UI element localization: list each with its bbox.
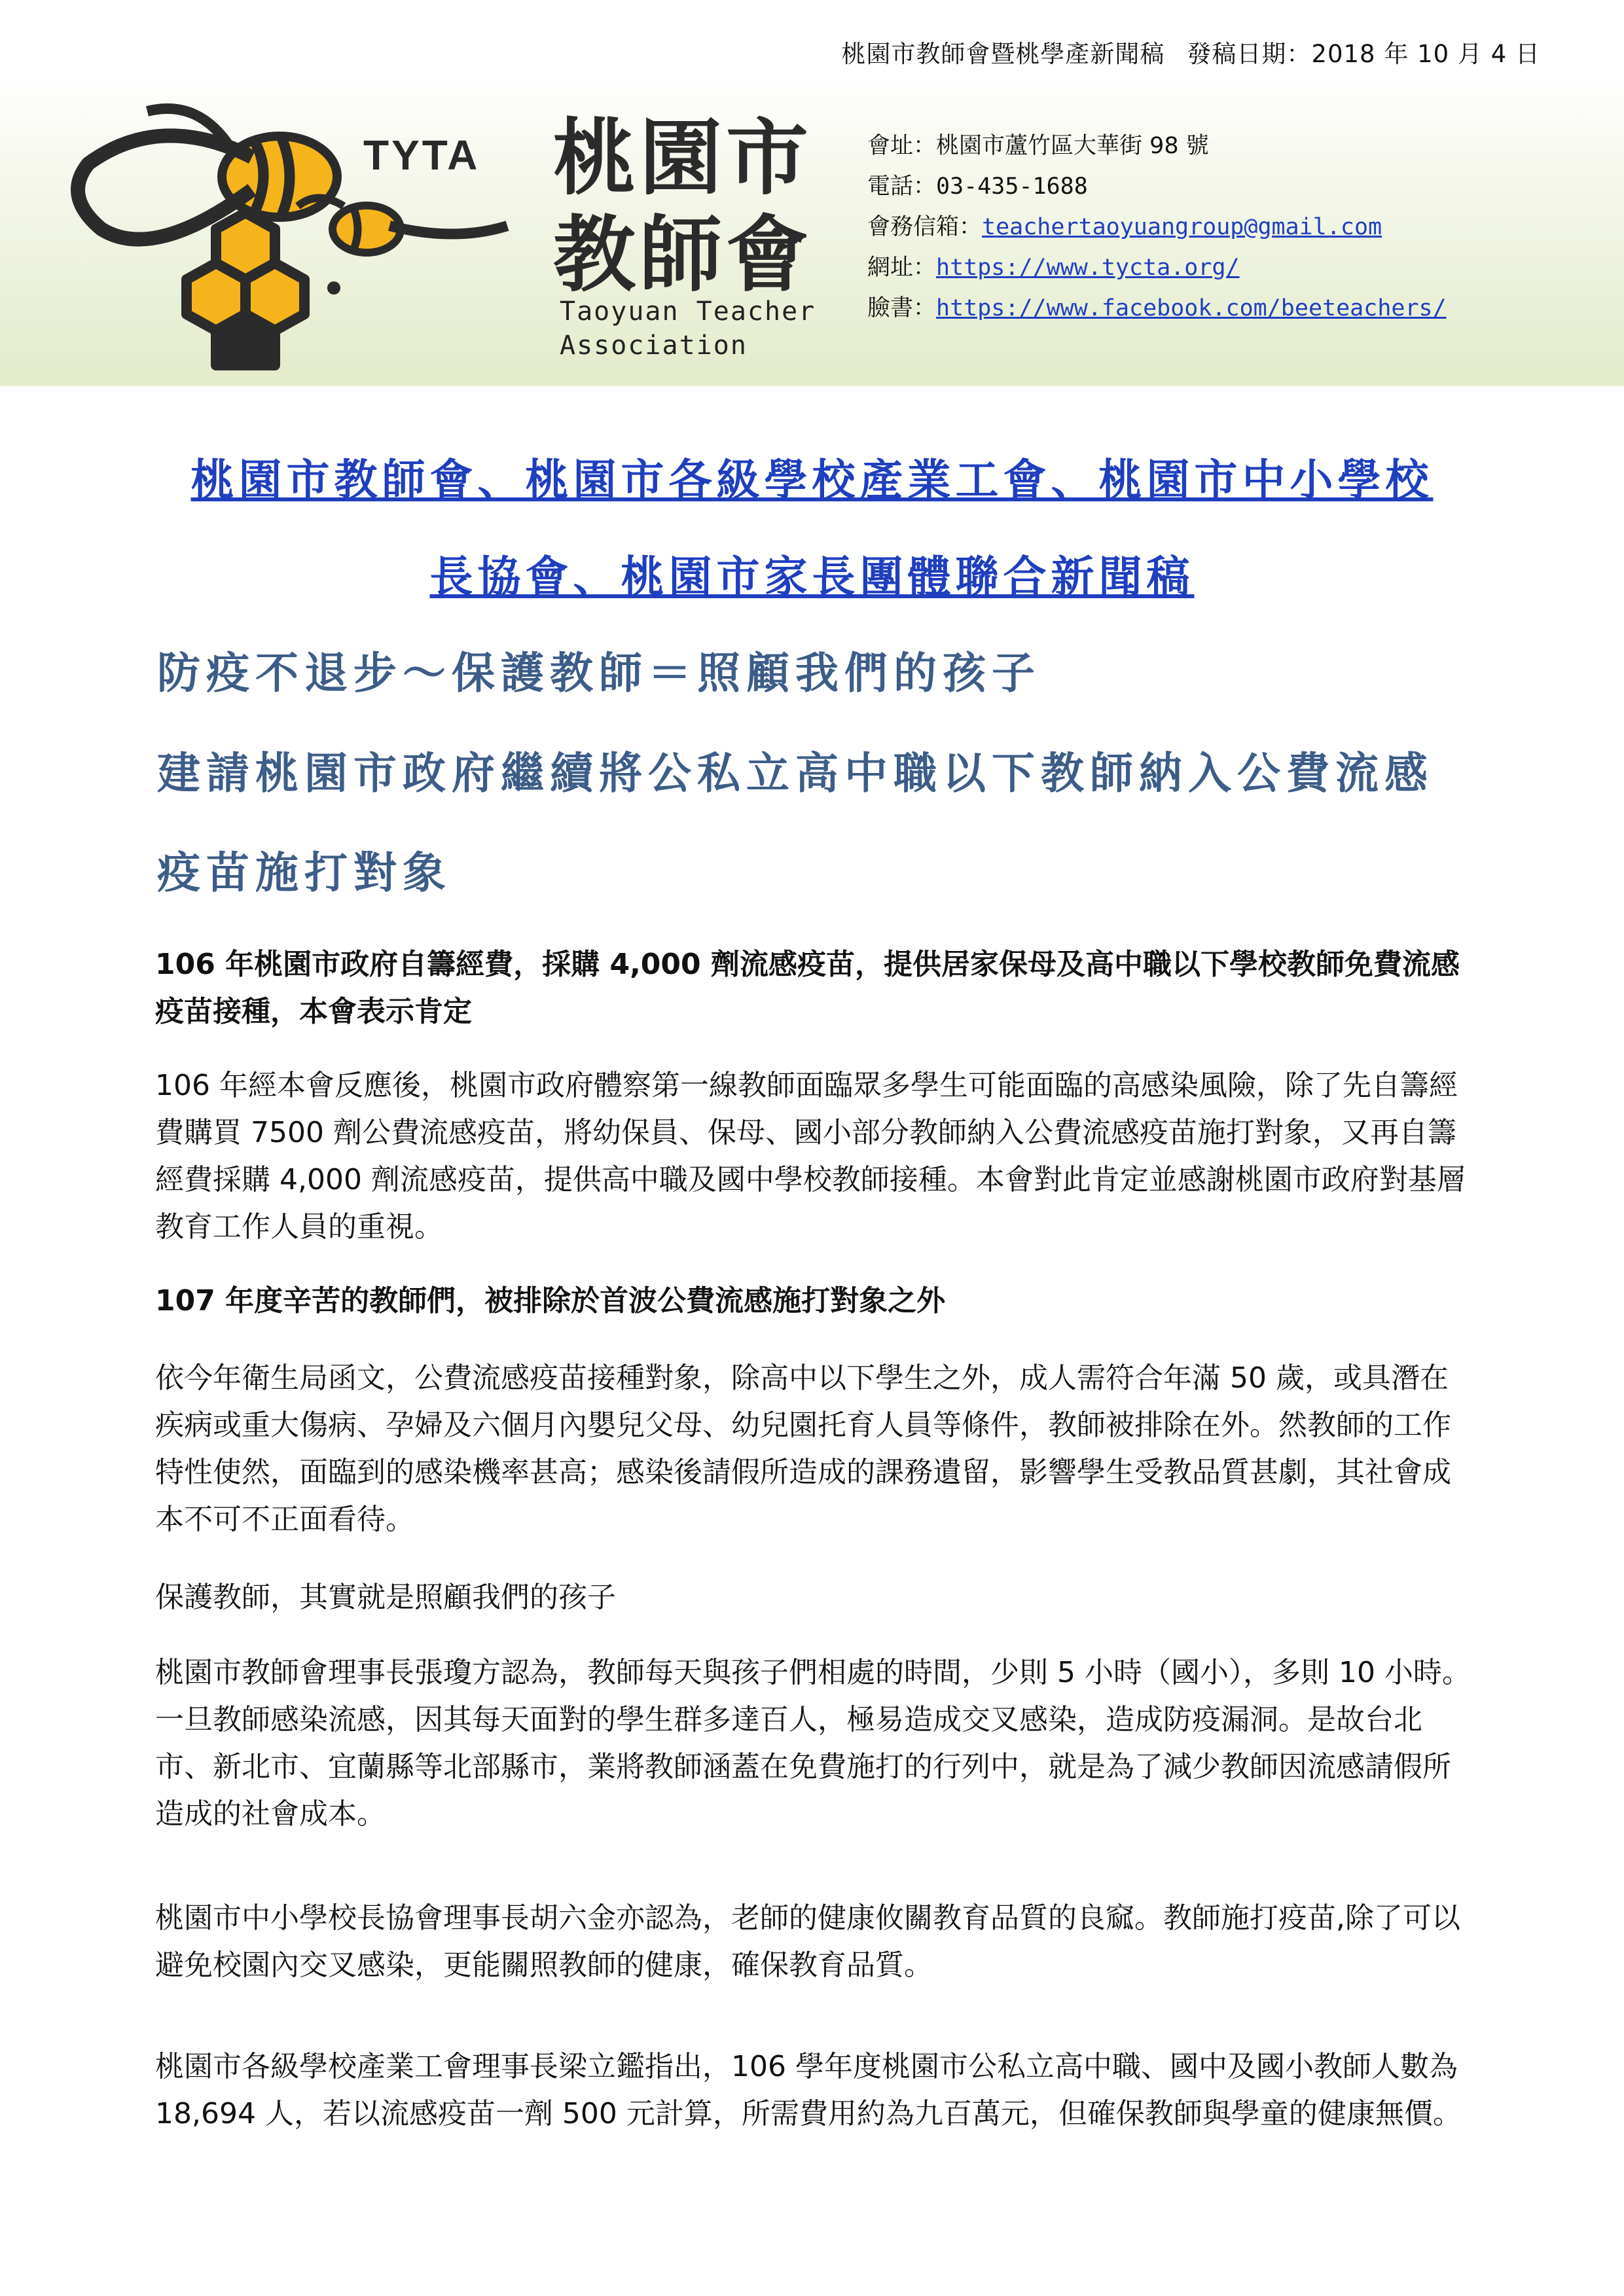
joint-release-title-line1: 桃園市教師會、桃園市各級學校產業工會、桃園市中小學校 bbox=[190, 454, 1434, 505]
section-3-heading bbox=[155, 1574, 1471, 1621]
contact-info bbox=[867, 126, 1447, 329]
address-row bbox=[867, 126, 1447, 166]
section-2-heading bbox=[155, 1278, 1471, 1325]
association-name-en-line2: Association bbox=[560, 331, 748, 361]
website-label: 網址： bbox=[867, 255, 937, 281]
section-3-paragraph-3 bbox=[155, 2043, 1471, 2138]
logo-abbr: TYTA bbox=[363, 132, 480, 179]
association-name bbox=[553, 110, 841, 304]
section-2-heading-text: 107 年度辛苦的教師們，被排除於首波公費流感施打對象之外 bbox=[155, 1284, 946, 1318]
association-name-line1: 桃園市 bbox=[553, 110, 812, 206]
section-1-body bbox=[155, 1062, 1471, 1251]
facebook-row bbox=[867, 288, 1447, 329]
website-row bbox=[867, 247, 1447, 288]
section-3-paragraph-2-text: 桃園市中小學校長協會理事長胡六金亦認為，老師的健康攸關教育品質的良窳。教師施打疫苗,除了可以避免校園內交叉感染，更能關照教師的健康，確保教育品質。 bbox=[155, 1901, 1460, 1982]
section-1-body-text: 106 年經本會反應後，桃園市政府體察第一線教師面臨眾多學生可能面臨的高感染風險，除了先自籌經費購買 7500 劑公費流感疫苗，將幼保員、保母、國小部分教師納入公費流感疫苗施打對象，又再自籌經費採購 4,000 劑流感疫苗，提供高中職及國中學校教師接種。本會對此肯定並感謝桃園市政府對基層教育工作人員的重視。 bbox=[155, 1069, 1466, 1244]
association-name-en bbox=[560, 295, 816, 363]
section-1-heading-text: 106 年桃園市政府自籌經費，採購 4,000 劑流感疫苗，提供居家保母及高中職以下學校教師免費流感疫苗接種，本會表示肯定 bbox=[155, 948, 1460, 1028]
email-link[interactable]: teachertaoyuangroup@gmail.com bbox=[982, 214, 1382, 240]
headline-line2: 建請桃園市政府繼續將公私立高中職以下教師納入公費流感 bbox=[157, 747, 1434, 798]
joint-release-title-line2: 長協會、桃園市家長團體聯合新聞稿 bbox=[429, 551, 1195, 602]
source-label: 桃園市教師會暨桃學產新聞稿 bbox=[841, 40, 1165, 68]
section-3-paragraph-1 bbox=[155, 1649, 1471, 1838]
address-label: 會址： bbox=[867, 133, 937, 159]
facebook-label: 臉書： bbox=[867, 295, 937, 321]
section-1-heading bbox=[155, 941, 1471, 1035]
section-2-body bbox=[155, 1355, 1471, 1543]
headline-line3: 疫苗施打對象 bbox=[157, 847, 452, 898]
address-value: 桃園市蘆竹區大華街 98 號 bbox=[936, 133, 1209, 159]
email-label: 會務信箱： bbox=[867, 214, 983, 240]
section-2-body-text: 依今年衛生局函文，公費流感疫苗接種對象，除高中以下學生之外，成人需符合年滿 50 歲，或具潛在疾病或重大傷病、孕婦及六個月內嬰兒父母、幼兒園托育人員等條件，教師被排除在外。然教師的工作特性使然，面臨到的感染機率甚高；感染後請假所造成的課務遺留，影響學生受教品質甚劇，其社會成本不可不正面看待。 bbox=[155, 1361, 1451, 1536]
facebook-link[interactable]: https://www.facebook.com/beeteachers/ bbox=[936, 295, 1447, 321]
website-link[interactable]: https://www.tycta.org/ bbox=[936, 255, 1240, 281]
association-name-en-line1: Taoyuan Teacher bbox=[560, 296, 816, 327]
headline-line1: 防疫不退步～保護教師＝照顧我們的孩子 bbox=[157, 647, 1041, 698]
letterhead bbox=[0, 79, 1624, 386]
section-3-paragraph-2 bbox=[155, 1895, 1471, 1989]
association-name-line2: 教師會 bbox=[553, 207, 812, 303]
press-release-meta bbox=[819, 34, 1540, 69]
section-3-paragraph-3-text: 桃園市各級學校產業工會理事長梁立鑑指出，106 學年度桃園市公私立高中職、國中及國小教師人數為 18,694 人，若以流感疫苗一劑 500 元計算，所需費用約為九百萬元，但確保教師與學童的健康無價。 bbox=[155, 2050, 1462, 2130]
section-3-paragraph-1-text: 桃園市教師會理事長張瓊方認為，教師每天與孩子們相處的時間，少則 5 小時（國小），多則 10 小時。一旦教師感染流感，因其每天面對的學生群多達百人，極易造成交叉感染，造成防疫漏洞。是故台北市、新北市、宜蘭縣等北部縣市，業將教師涵蓋在免費施打的行列中，就是為了減少教師因流感請假所造成的社會成本。 bbox=[155, 1656, 1471, 1831]
phone-row bbox=[867, 166, 1447, 207]
phone-value: 03-435-1688 bbox=[936, 173, 1088, 200]
section-3-heading-text: 保護教師，其實就是照顧我們的孩子 bbox=[155, 1581, 616, 1614]
release-date: 發稿日期：2018 年 10 月 4 日 bbox=[1187, 40, 1540, 68]
email-row bbox=[867, 207, 1447, 247]
phone-label: 電話： bbox=[867, 173, 937, 200]
